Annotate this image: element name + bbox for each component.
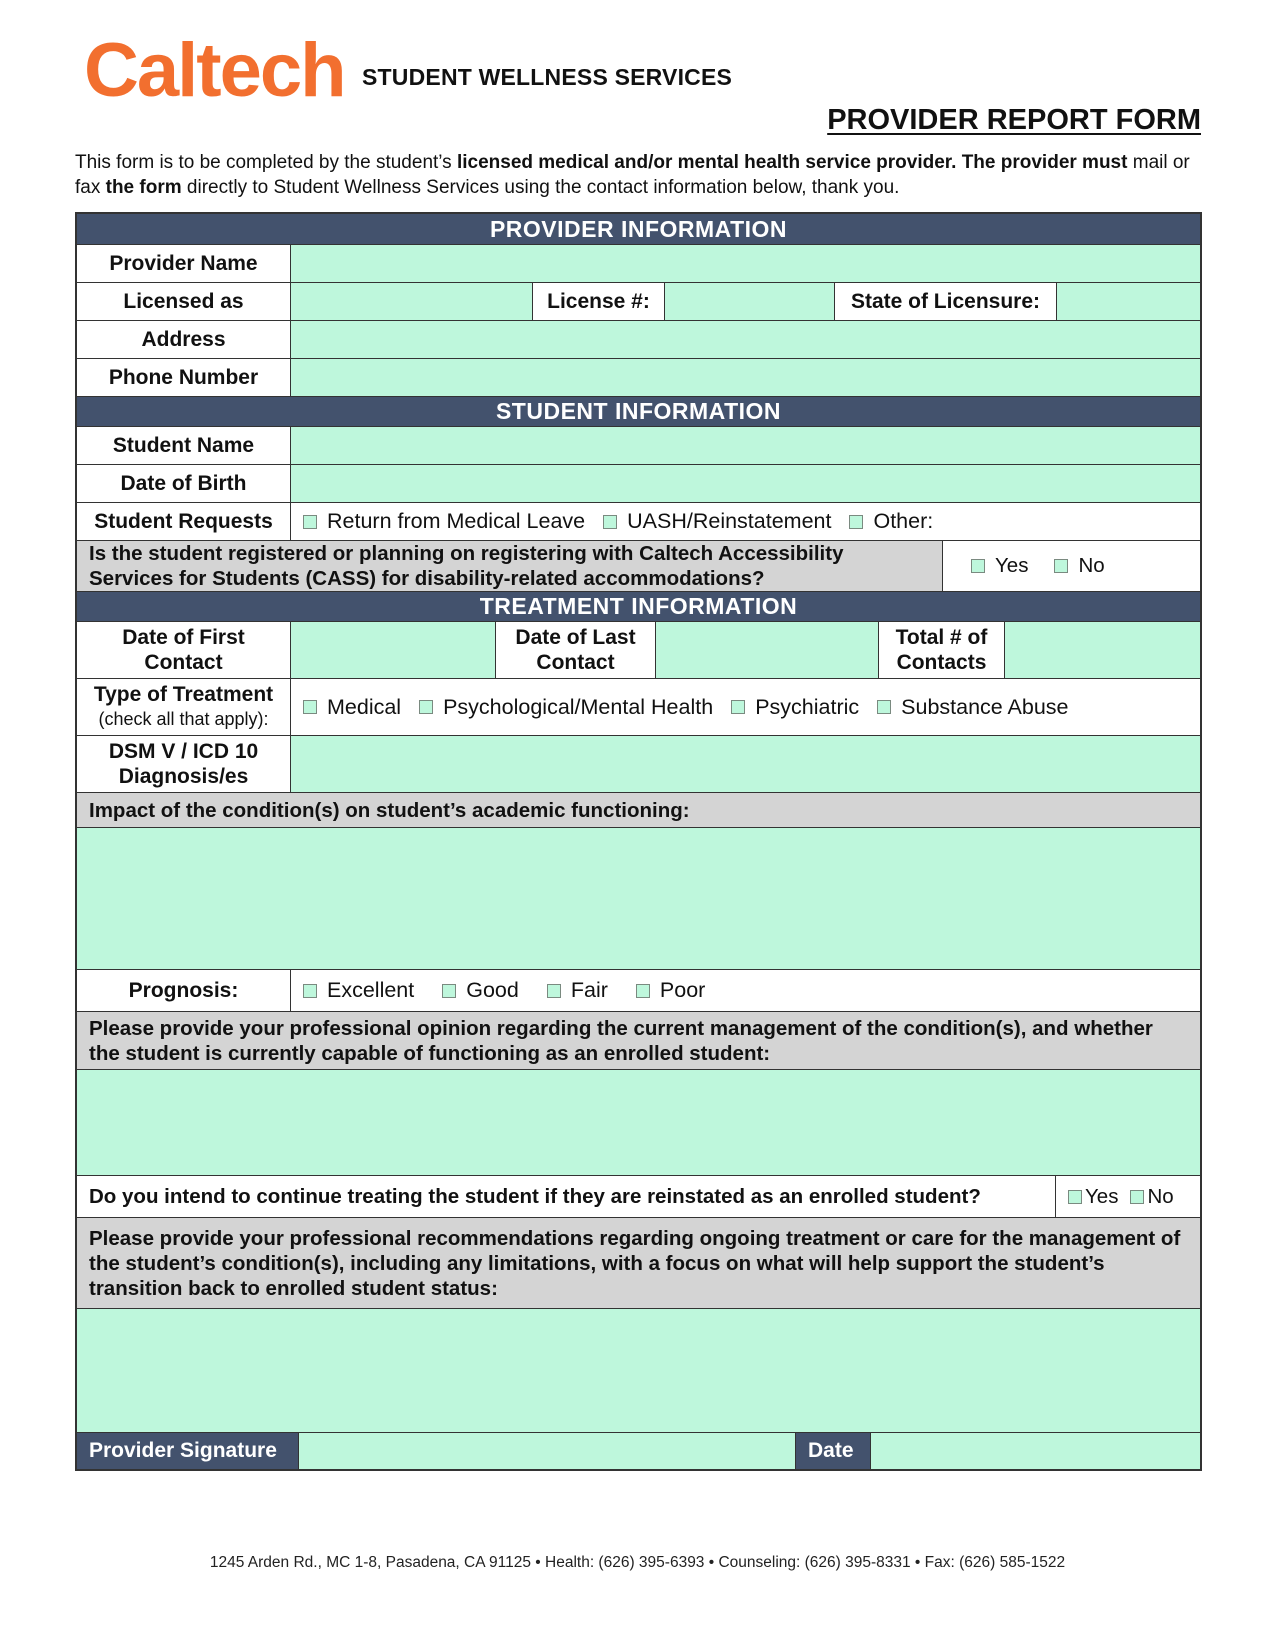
checkbox-icon[interactable]	[731, 700, 745, 714]
option-label: Medical	[327, 694, 402, 719]
prognosis-options	[290, 970, 1200, 1011]
contact-footer: 1245 Arden Rd., MC 1-8, Pasadena, CA 91125 • Health: (626) 395-6393 • Counseling: (626) 395-8331 • Fax: (626) 585-1522	[209, 1554, 1066, 1571]
date-of-birth-field[interactable]	[290, 465, 1200, 502]
intro-part: directly to Student Wellness Services using the contact information below, thank you.	[181, 177, 900, 198]
option-label: Yes	[995, 554, 1029, 577]
provider-name-field[interactable]	[290, 245, 1200, 282]
total-contacts-label: Total # of Contacts	[878, 622, 1004, 678]
phone-number-field[interactable]	[290, 359, 1200, 396]
prognosis-option[interactable]	[547, 978, 608, 1003]
student-name-field[interactable]	[290, 427, 1200, 464]
continue-no-option[interactable]	[1130, 1185, 1173, 1209]
checkbox-icon[interactable]	[603, 515, 617, 529]
phone-number-label: Phone Number	[108, 366, 259, 389]
checkbox-icon[interactable]	[419, 700, 433, 714]
option-label: Poor	[659, 978, 706, 1002]
request-option[interactable]	[603, 509, 831, 534]
treatment-option[interactable]	[731, 695, 859, 720]
option-label: UASH/Reinstatement	[627, 509, 832, 533]
first-contact-label: Date of First Contact	[122, 626, 245, 674]
intro-part: mail or fax	[75, 152, 1190, 198]
continue-treatment-question: Do you intend to continue treating the student if they are reinstated as an enrolled student?	[89, 1184, 981, 1208]
option-label: Return from Medical Leave	[327, 509, 586, 533]
provider-report-form	[75, 212, 1202, 1471]
prognosis-option[interactable]	[442, 978, 519, 1003]
licensed-as-label: Licensed as	[123, 290, 244, 313]
license-number-label: License #:	[532, 283, 664, 320]
option-label: Fair	[570, 978, 608, 1002]
state-of-licensure-field[interactable]	[1056, 283, 1200, 320]
request-option[interactable]	[849, 509, 933, 534]
checkbox-icon[interactable]	[442, 984, 456, 998]
checkbox-icon[interactable]	[1068, 1190, 1082, 1204]
total-contacts-field[interactable]	[1004, 622, 1200, 678]
checkbox-icon[interactable]	[1054, 559, 1068, 573]
last-contact-label: Date of Last Contact	[495, 622, 655, 678]
impact-label: Impact of the condition(s) on student’s academic functioning:	[77, 793, 1200, 827]
provider-name-label: Provider Name	[109, 252, 258, 275]
option-label: Psychological/Mental Health	[443, 694, 714, 719]
state-of-licensure-label: State of Licensure:	[834, 283, 1056, 320]
cass-no-option[interactable]	[1054, 554, 1104, 578]
checkbox-icon[interactable]	[849, 515, 863, 529]
diagnosis-field[interactable]	[290, 736, 1200, 792]
treatment-option[interactable]	[877, 695, 1068, 720]
student-info-heading: STUDENT INFORMATION	[77, 397, 1200, 426]
last-contact-field[interactable]	[655, 622, 878, 678]
provider-signature-label: Provider Signature	[77, 1433, 298, 1469]
provider-info-heading: PROVIDER INFORMATION	[77, 214, 1200, 244]
option-label: Yes	[1085, 1184, 1119, 1208]
diagnosis-label: DSM V / ICD 10 Diagnosis/es	[108, 740, 259, 788]
impact-field[interactable]	[77, 828, 1200, 969]
prognosis-option[interactable]	[303, 978, 414, 1003]
treatment-option[interactable]	[419, 695, 713, 720]
checkbox-icon[interactable]	[636, 984, 650, 998]
treatment-option[interactable]	[303, 695, 401, 720]
recommendations-label: Please provide your professional recommendations regarding ongoing treatment or care for the management of the student’s condition(s), including any limitations, with a focus on what will help support the student’s transition back to enrolled student status:	[77, 1218, 1200, 1308]
checkbox-icon[interactable]	[303, 700, 317, 714]
option-label: Substance Abuse	[901, 694, 1069, 719]
treatment-type-title: Type of Treatment	[93, 683, 274, 706]
address-field[interactable]	[290, 321, 1200, 358]
request-option[interactable]	[303, 509, 585, 534]
provider-signature-field[interactable]	[298, 1433, 795, 1469]
caltech-logo: Caltech	[84, 28, 345, 113]
treatment-type-label	[77, 679, 290, 735]
treatment-type-hint: (check all that apply):	[98, 709, 269, 729]
department-name: STUDENT WELLNESS SERVICES	[362, 64, 733, 90]
address-label: Address	[141, 328, 226, 351]
checkbox-icon[interactable]	[877, 700, 891, 714]
option-label: Psychiatric	[755, 694, 860, 719]
licensed-as-field[interactable]	[290, 283, 532, 320]
student-requests-options	[290, 503, 1200, 540]
checkbox-icon[interactable]	[971, 559, 985, 573]
intro-part: This form is to be completed by the student’s	[75, 152, 457, 173]
date-label: Date	[795, 1433, 870, 1469]
student-name-label: Student Name	[112, 434, 255, 457]
date-field[interactable]	[870, 1433, 1200, 1469]
prognosis-label: Prognosis:	[128, 979, 239, 1002]
continue-yes-option[interactable]	[1068, 1185, 1118, 1209]
treatment-type-options	[290, 679, 1200, 735]
treatment-info-heading: TREATMENT INFORMATION	[77, 592, 1200, 621]
cass-yes-option[interactable]	[971, 554, 1028, 578]
first-contact-field[interactable]	[290, 622, 495, 678]
option-label: Excellent	[327, 978, 415, 1002]
intro-text	[75, 150, 1205, 200]
checkbox-icon[interactable]	[303, 515, 317, 529]
form-title: PROVIDER REPORT FORM	[827, 104, 1201, 136]
continue-options	[1055, 1176, 1200, 1217]
recommendations-field[interactable]	[77, 1309, 1200, 1432]
checkbox-icon[interactable]	[303, 984, 317, 998]
license-number-field[interactable]	[664, 283, 834, 320]
opinion-field[interactable]	[77, 1070, 1200, 1175]
opinion-label: Please provide your professional opinion regarding the current management of the condition(s), and whether the student is currently capable of functioning as an enrolled student:	[77, 1012, 1200, 1069]
option-label: No	[1078, 554, 1105, 577]
option-label: Good	[466, 978, 519, 1002]
intro-bold: the form	[105, 177, 182, 198]
cass-question: Is the student registered or planning on registering with Caltech Accessibility Services for Students (CASS) for disability-related accommodations?	[77, 541, 942, 591]
option-label: No	[1147, 1184, 1174, 1208]
checkbox-icon[interactable]	[1130, 1190, 1144, 1204]
prognosis-option[interactable]	[636, 978, 705, 1003]
intro-bold: licensed medical and/or mental health service provider. The provider must	[456, 152, 1128, 173]
option-label: Other:	[873, 509, 934, 533]
checkbox-icon[interactable]	[547, 984, 561, 998]
date-of-birth-label: Date of Birth	[120, 472, 247, 495]
cass-options	[942, 541, 1200, 591]
student-requests-label: Student Requests	[94, 510, 273, 533]
